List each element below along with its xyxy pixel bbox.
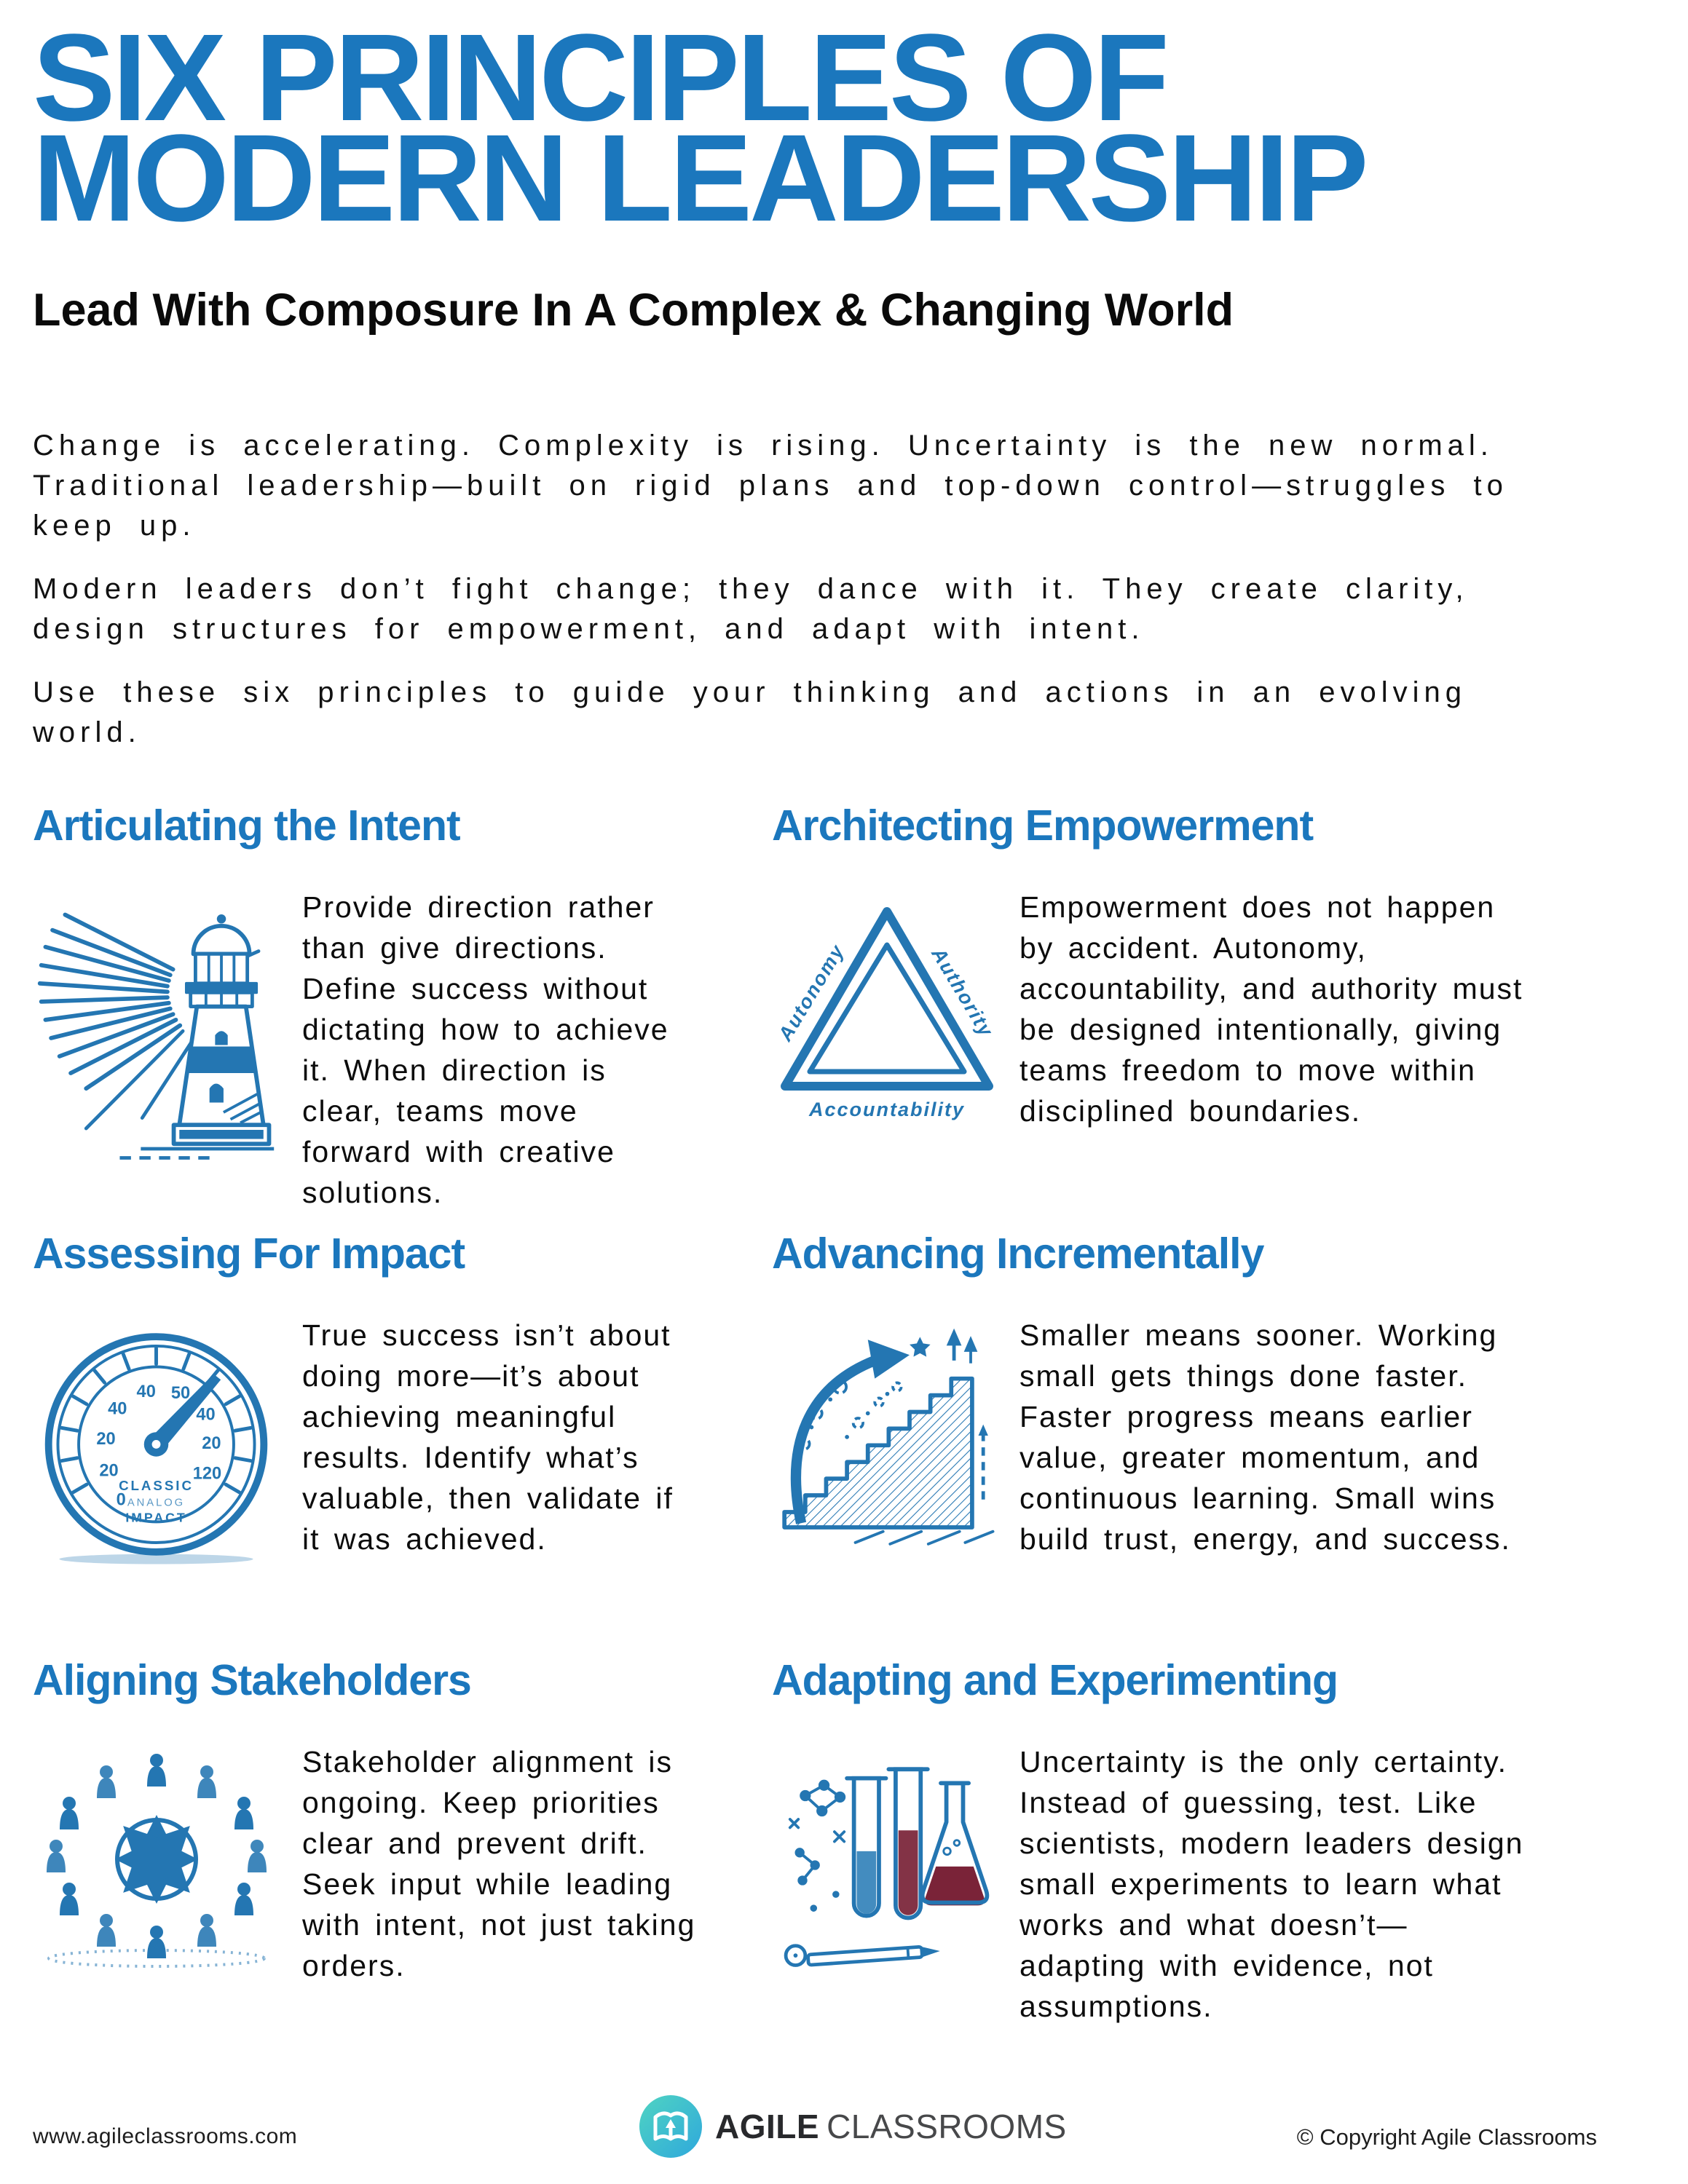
section-body: Provide direction rather than give directions. Define success without dictating how to achieve it. When direction is clear, teams move forward with creative solutions. [302,890,669,1209]
stairs-illustration [772,1315,1001,1555]
section-architecting-empowerment [772,801,1666,1131]
page-title [33,9,1366,248]
gauge-number: 50 [170,1383,191,1403]
section-heading: Advancing Incrementally [772,1230,1264,1278]
section-heading: Aligning Stakeholders [33,1656,471,1704]
gauge-number: 20 [99,1461,119,1481]
intro-paragraph-2: Modern leaders don’t fight change; they dance with it. They create clarity, design structures for empowerment, and adapt with intent. [33,573,1469,645]
gauge-number: 40 [108,1399,127,1419]
gauge-center-text: IMPACT [125,1510,187,1525]
intro-paragraph-1: Change is accelerating. Complexity is rising. Uncertainty is the new normal. Traditional leadership—built on rigid plans and top-down control—struggles to keep up. [33,430,1508,542]
gauge-center-text: ANALOG [127,1497,186,1509]
gauge-center-text: CLASSIC [119,1478,194,1494]
gauge-number: 120 [192,1464,222,1484]
section-heading: Articulating the Intent [33,802,460,850]
triangle-label-authority: Authority [927,943,998,1042]
triangle-label-accountability: Accountability [808,1099,966,1120]
gauge-number: 0 [116,1490,126,1510]
section-body: True success isn’t about doing more—it’s about achieving meaningful results. Identify what’s valuable, then validate if it was achieved. [302,1318,674,1556]
section-aligning-stakeholders [33,1655,754,1989]
section-heading: Architecting Empowerment [772,802,1314,850]
page-title-line2: MODERN LEADERSHIP [33,109,1366,248]
section-advancing-incrementally [772,1229,1666,1559]
footer-website-url: www.agileclassrooms.com [33,2124,298,2148]
footer-brand-light: CLASSROOMS [827,2108,1067,2145]
triangle-illustration [772,887,1001,1127]
section-body: Empowerment does not happen by accident. Autonomy, accountability, and authority must be designed intentionally, giving teams freedom to move within disciplined boundaries. [1019,890,1523,1128]
people-circle-illustration [33,1741,280,1989]
intro-paragraph-3: Use these six principles to guide your thinking and actions in an evolving world. [33,676,1467,748]
triangle-label-autonomy: Autonomy [773,940,849,1045]
agile-classrooms-logo-icon [639,2095,702,2158]
gauge-number: 20 [202,1433,221,1453]
section-heading: Adapting and Experimenting [772,1656,1338,1704]
intro-paragraphs [33,426,1518,776]
lighthouse-illustration [33,887,280,1167]
section-assessing-for-impact [33,1229,754,1570]
section-body: Stakeholder alignment is ongoing. Keep priorities clear and prevent drift. Seek input while leading with intent, not just taking orders. [302,1745,696,1982]
lab-experiment-illustration [772,1741,1001,1989]
footer-brand-text [715,2107,1067,2146]
page-title-line1: SIX PRINCIPLES OF [33,9,1167,147]
gauge-number: 20 [96,1429,116,1449]
gauge-illustration [33,1315,280,1570]
section-adapting-and-experimenting [772,1655,1666,2027]
section-body: Uncertainty is the only certainty. Instead of guessing, test. Like scientists, modern leaders design small experiments to learn what works and what doesn’t—adapting with evidence, not assumptions. [1019,1745,1524,2023]
section-body: Smaller means sooner. Working small gets things done faster. Faster progress means earlier value, greater momentum, and continuous learning. Small wins build trust, energy, and success. [1019,1318,1511,1556]
gauge-number: 40 [136,1382,156,1401]
footer-brand-bold: AGILE [715,2108,820,2145]
page-subtitle: Lead With Composure In A Complex & Changing World [33,285,1234,336]
gauge-number: 40 [196,1405,216,1425]
footer-copyright: © Copyright Agile Classrooms [1296,2124,1597,2150]
footer-brand [639,2095,1067,2158]
section-articulating-the-intent [33,801,754,1213]
section-heading: Assessing For Impact [33,1230,465,1278]
